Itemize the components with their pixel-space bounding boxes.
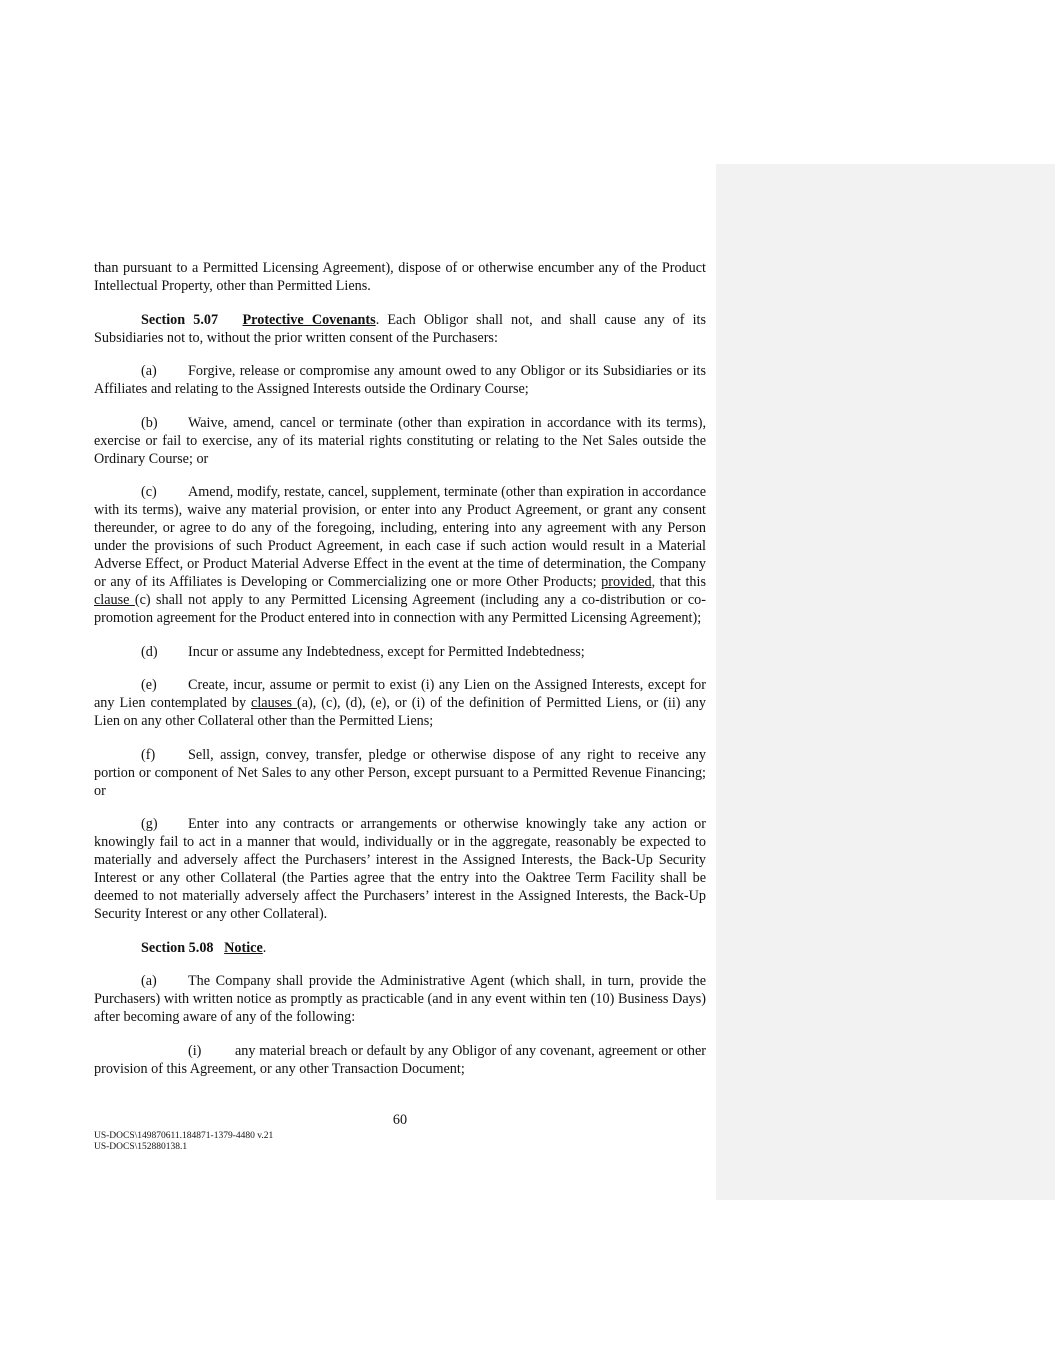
footer-doc-id: US-DOCS\152880138.1 (94, 1142, 188, 1152)
clause-text: (c) shall not apply to any Permitted Licensing Agreement (including any a co-distribution or co-promotion agreement for the Product entered into in connection with any Permitted Licensing Agreement); (94, 592, 706, 626)
clause-label: (a) (141, 363, 157, 379)
section-5-08 (94, 939, 706, 957)
section-title: Notice (224, 939, 263, 956)
clause-e (94, 676, 706, 730)
section-5-07 (94, 311, 706, 347)
clause-b (94, 414, 706, 468)
clause-a (94, 362, 706, 398)
section-number: Section 5.08 (141, 939, 214, 956)
clause-5-08-a-i (94, 1042, 706, 1078)
clause-text: The Company shall provide the Administrative Agent (which shall, in turn, provide the Purchasers) with written notice as promptly as practicable (and in any event within ten (10) Business Days) after becoming aware of any of the following: (94, 973, 706, 1025)
clauses-ref: clauses (251, 695, 298, 711)
section-title: Protective Covenants (242, 311, 376, 328)
clause-label: (f) (141, 746, 156, 763)
clause-label: (b) (141, 414, 158, 431)
clause-label: (a) (141, 973, 157, 989)
clause-c (94, 483, 706, 627)
clause-label: (g) (141, 816, 158, 832)
document-body (94, 259, 706, 1093)
clause-text: Waive, amend, cancel or terminate (other than expiration in accordance with its terms), exercise or fail to exercise, any of its material rights constituting or relating to the Net Sales outside the Ordinary Course; or (94, 414, 706, 467)
paragraph-intro: than pursuant to a Permitted Licensing Agreement), dispose of or otherwise encumber any of the Product Intellectual Property, other than Permitted Liens. (94, 260, 706, 294)
section-text: . (262, 939, 267, 956)
section-text: . Each Obligor shall not, and shall cause any of its Subsidiaries not to, without the prior written consent of the Purchasers: (94, 311, 707, 346)
clause-label: (d) (141, 643, 158, 660)
clause-ref: clause (94, 592, 135, 608)
comment-pane (716, 164, 1055, 1200)
clause-label: (c) (141, 484, 157, 500)
clause-label: (e) (141, 677, 157, 693)
clause-text: Incur or assume any Indebtedness, except for Permitted Indebtedness; (188, 643, 585, 660)
footer-doc-id: US-DOCS\149870611.184871-1379-4480 v.21 (94, 1131, 274, 1141)
clause-text: any material breach or default by any Obligor of any covenant, agreement or other provision of this Agreement, or any other Transaction Document; (94, 1042, 706, 1077)
clause-text: , that this (651, 574, 706, 590)
clause-g (94, 815, 706, 923)
clause-label: (i) (188, 1042, 202, 1059)
clause-text: (a), (c), (d), (e), or (i) of the definition of Permitted Liens, or (ii) any Lien on any other Collateral other than the Permitted Liens; (94, 695, 706, 729)
page-number: 60 (392, 1112, 408, 1128)
provided-term: provided (601, 574, 652, 590)
clause-text: Amend, modify, restate, cancel, supplement, terminate (other than expiration in accordance with its terms), waive any material provision, or enter into any Product Agreement, or grant any consent thereunder, or agree to do any of the foregoing, including, entering into any agreement with any Person under the provisions of such Product Agreement, in each case if such action would result in a Material Adverse Effect, or Product Material Adverse Effect in the event at the time of determination, the Company or any of its Affiliates is Developing or Commercializing one or more Other Products; (94, 484, 706, 590)
clause-text: Sell, assign, convey, transfer, pledge or otherwise dispose of any right to receive any portion or component of Net Sales to any other Person, except pursuant to a Permitted Revenue Financing; or (94, 746, 706, 799)
clause-d (94, 643, 706, 661)
document-footer (94, 1131, 273, 1153)
clause-text: Forgive, release or compromise any amount owed to any Obligor or its Subsidiaries or its Affiliates and relating to the Assigned Interests outside the Ordinary Course; (94, 363, 706, 397)
section-number: Section 5.07 (141, 311, 219, 328)
clause-text: Create, incur, assume or permit to exist (i) any Lien on the Assigned Interests, except for any Lien contemplated by (94, 677, 706, 711)
clause-text: Enter into any contracts or arrangements or otherwise knowingly take any action or knowingly fail to act in a manner that would, individually or in the aggregate, reasonably be expected to materially and adversely affect the Purchasers’ interest in the Assigned Interests, the Back-Up Security Interest or any other Collateral (the Parties agree that the entry into the Oaktree Term Facility shall be deemed to not materially adversely affect the Purchasers’ interest in the Assigned Interests, the Back-Up Security Interest or any other Collateral). (94, 816, 706, 922)
clause-5-08-a (94, 972, 706, 1026)
clause-f (94, 746, 706, 800)
